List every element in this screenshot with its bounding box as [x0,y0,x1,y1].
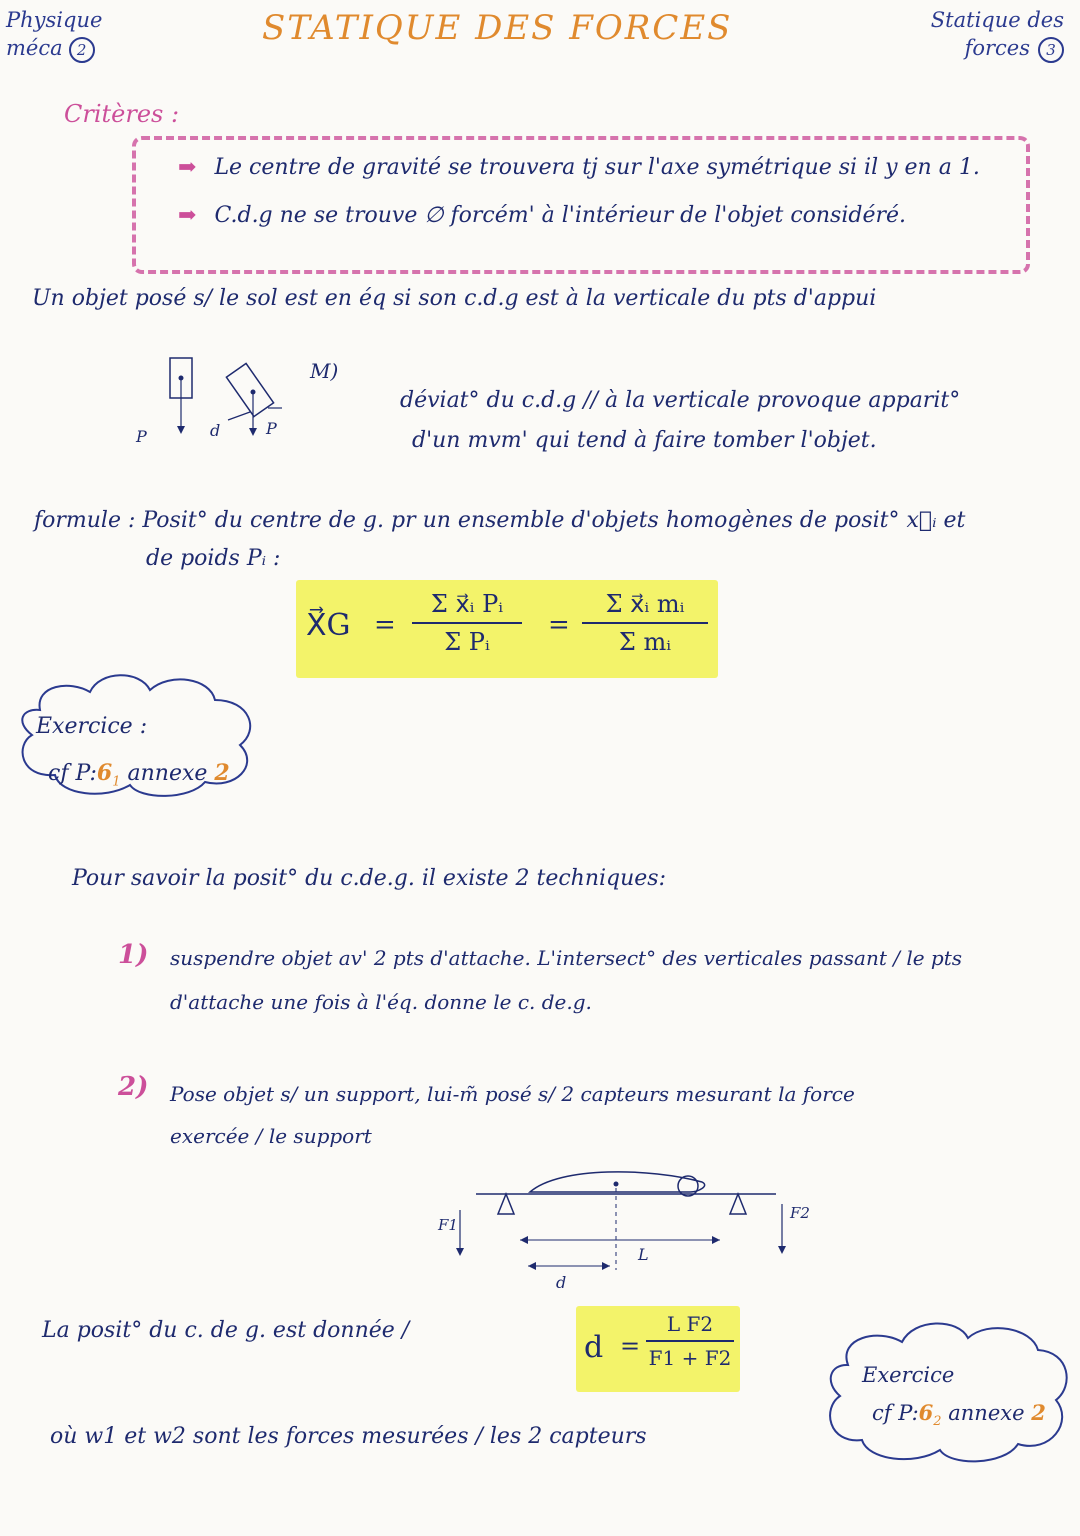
fraction-1 [412,590,522,656]
sensor-left-icon [498,1194,514,1214]
page-number-right: 3 [1038,37,1064,63]
header-right-line1: Statique des [930,8,1064,32]
technique-1-number: 1) [118,940,149,970]
technique-2-line-2: exercée / le support [170,1124,372,1148]
technique-1-line-2: d'attache une fois à l'éq. donne le c. de.g. [170,990,592,1014]
fraction-2-numerator: Σ x⃗ᵢ mᵢ [582,590,708,624]
header-left [6,6,102,63]
fraction-2 [582,590,708,656]
exercise-2-content [862,1356,1046,1441]
exercise-2-label: Exercice [862,1363,955,1387]
arrow-right-icon: ➡ [178,154,197,180]
d-formula-equals: = [620,1332,641,1360]
subject-sub-label: méca [6,36,63,60]
formula-equals-1: = [374,610,396,640]
page-title: STATIQUE DES FORCES [262,8,733,48]
criteria-item-1 [178,154,980,180]
exercise-2-sub: 2 [933,1414,942,1430]
exercise-2-ref: cf P: [872,1401,919,1425]
where-text: où w1 et w2 sont les forces mesurées / les 2 capteurs [50,1424,647,1449]
exercise-1-ref: cf P: [48,761,97,786]
exercise-2-page: 6 [918,1400,934,1425]
label-L: L [638,1245,649,1264]
technique-2-num [118,1072,148,1102]
d-fraction-denominator: F1 + F2 [648,1346,732,1370]
criteria-item-1-text: Le centre de gravité se trouvera tj sur l'axe symétrique si il y en a 1. [214,155,980,180]
tipping-diagram [120,350,360,460]
cdg-dot [614,1182,619,1187]
label-d: d [210,421,221,440]
equilibrium-text: Un objet posé s/ le sol est en éq si son c.d.g est à la verticale du pts d'appui [32,286,877,311]
formula-equals-2: = [548,610,570,640]
sensor-right-icon [730,1194,746,1214]
label-f2: F2 [790,1204,810,1222]
label-p2: P [266,419,277,438]
exercise-1-label: Exercice : [36,714,148,739]
technique-1-line-1: suspendre objet av' 2 pts d'attache. L'intersect° des verticales passant / le pts [170,946,963,970]
sensor-diagram [420,1160,820,1300]
criteria-item-2-text: C.d.g ne se trouve ∅ forcém' à l'intérieur de l'objet considéré. [214,203,907,228]
deviation-line-1: déviat° du c.d.g // à la verticale provoque apparit° [400,388,961,413]
fraction-1-denominator: Σ Pᵢ [444,628,490,656]
exercise-1-annexe: annexe [127,761,208,786]
exercise-1-content [36,704,230,805]
exercise-2-annexe-num: 2 [1031,1400,1046,1425]
formula-intro-line-2: de poids Pᵢ : [146,546,281,571]
arrow-head-icon [778,1246,786,1254]
position-text: La posit° du c. de g. est donnée / [42,1318,410,1343]
arrow-head-icon [177,426,185,434]
header-right [931,6,1064,63]
techniques-intro: Pour savoir la posit° du c.de.g. il existe 2 techniques: [72,866,667,891]
d-fraction-numerator: L F2 [646,1312,734,1342]
arrow-head-icon [456,1248,464,1256]
exercise-1-sub: 1 [112,774,121,790]
label-f1: F1 [438,1216,458,1234]
deviation-arrow [228,412,250,420]
deviation-line-2: d'un mvm' qui tend à faire tomber l'objet. [412,428,877,453]
label-m: M) [310,359,339,383]
fraction-1-numerator: Σ x⃗ᵢ Pᵢ [412,590,522,624]
exercise-1-page: 6 [96,760,113,786]
formula-lhs: X⃗G [306,608,351,643]
header-right-line2: forces [964,36,1030,60]
subject-label: Physique [6,8,103,32]
arrow-head-icon [712,1236,720,1244]
label-p1: P [136,427,147,446]
d-fraction [646,1312,734,1370]
cdg-dot-tilted [251,390,256,395]
criteria-item-2 [178,202,906,228]
arrow-head-icon [528,1262,536,1270]
formula-intro-line-1: formule : Posit° du centre de g. pr un ensemble d'objets homogènes de posit° x⃗ᵢ et [34,508,966,533]
criteria-label: Critères : [64,100,180,128]
arrow-head-icon [249,428,257,436]
arrow-right-icon: ➡ [178,202,197,228]
label-d: d [556,1273,567,1292]
arrow-head-icon [602,1262,610,1270]
arrow-head-icon [520,1236,528,1244]
tilted-block [226,363,273,416]
cdg-dot [179,376,184,381]
exercise-2-annexe: annexe [948,1401,1025,1425]
technique-2-number: 2) [118,1072,149,1102]
technique-1-num [118,940,148,970]
page-number-left: 2 [69,37,95,63]
fraction-2-denominator: Σ mᵢ [618,628,672,656]
d-formula-lhs: d [584,1330,604,1365]
exercise-1-annexe-num: 2 [214,760,230,786]
technique-2-line-1: Pose objet s/ un support, lui-m̃ posé s/ 2 capteurs mesurant la force [170,1082,855,1106]
